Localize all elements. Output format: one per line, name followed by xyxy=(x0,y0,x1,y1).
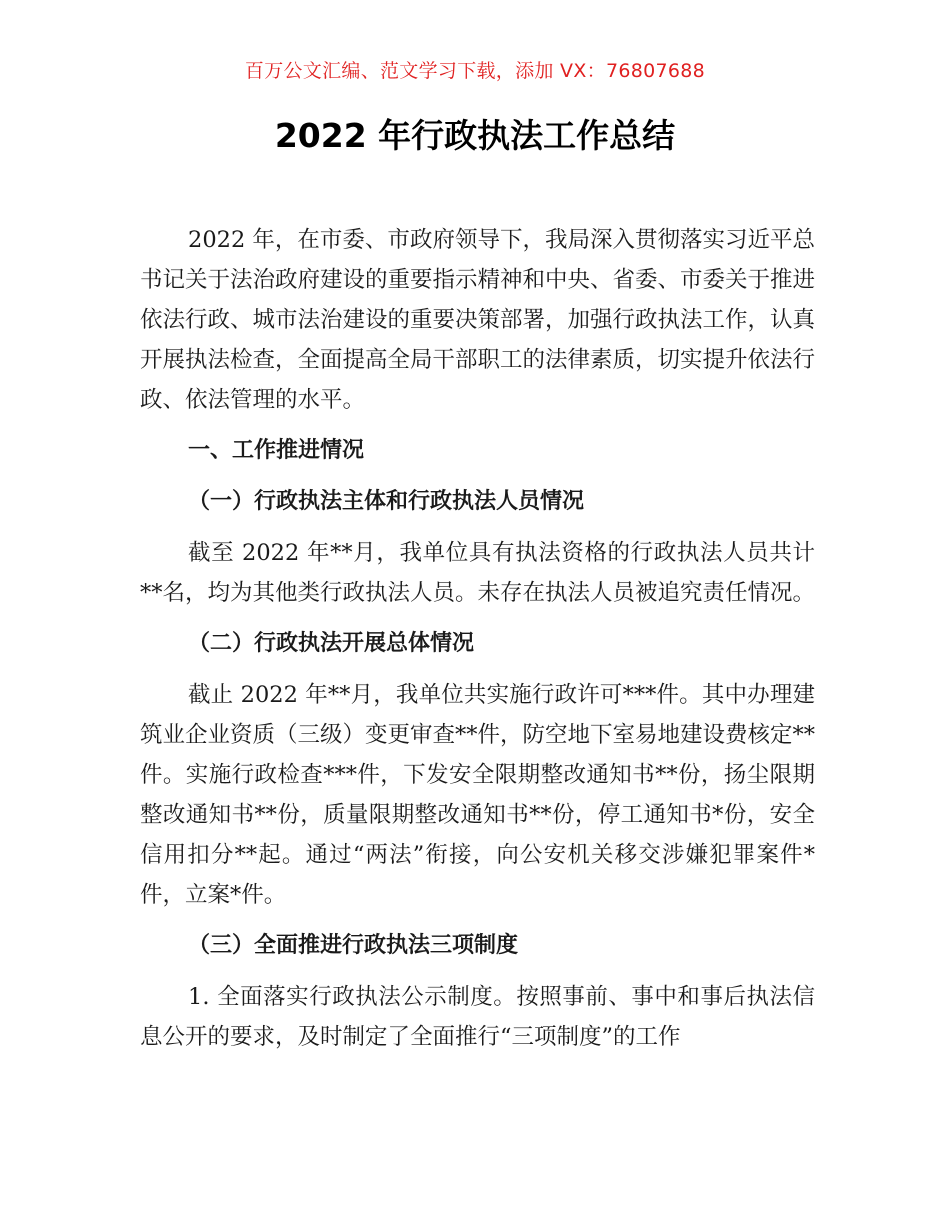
subsection-heading-2: （二）行政执法开展总体情况 xyxy=(188,631,475,656)
subsection-heading-1: （一）行政执法主体和行政执法人员情况 xyxy=(188,489,585,514)
subsection-heading-3: （三）全面推进行政执法三项制度 xyxy=(188,933,519,958)
document-title: 2022 年行政执法工作总结 xyxy=(274,116,676,155)
intro-paragraph: 2022 年，在市委、市政府领导下，我局深入贯彻落实习近平总书记关于法治政府建设的重要指示精神和中央、省委、市委关于推进依法行政、城市法治建设的重要决策部署，加强行政执法工作，认真开展执法检查，全面提高全局干部职工的法律素质，切实提升依法行政、依法管理的水平。 xyxy=(140,227,816,413)
subsection-paragraph-1: 截至 2022 年**月，我单位具有执法资格的行政执法人员共计**名，均为其他类行政执法人员。未存在执法人员被追究责任情况。 xyxy=(140,540,816,606)
document-body xyxy=(140,220,815,1057)
subsection-paragraph-3: 1. 全面落实行政执法公示制度。按照事前、事中和事后执法信息公开的要求，及时制定了全面推行“三项制度”的工作 xyxy=(140,984,815,1050)
subsection-paragraph-2: 截止 2022 年**月，我单位共实施行政许可***件。其中办理建筑业企业资质（三级）变更审查**件，防空地下室易地建设费核定**件。实施行政检查***件，下发安全限期整改通知书**份，扬尘限期整改通知书**份，质量限期整改通知书**份，停工通知书*份，安全信用扣分**起。通过“两法”衔接，向公安机关移交涉嫌犯罪案件*件，立案*件。 xyxy=(140,682,816,908)
header-watermark-note: 百万公文汇编、范文学习下载，添加 VX：76807688 xyxy=(244,60,706,82)
section-heading: 一、工作推进情况 xyxy=(188,438,365,463)
